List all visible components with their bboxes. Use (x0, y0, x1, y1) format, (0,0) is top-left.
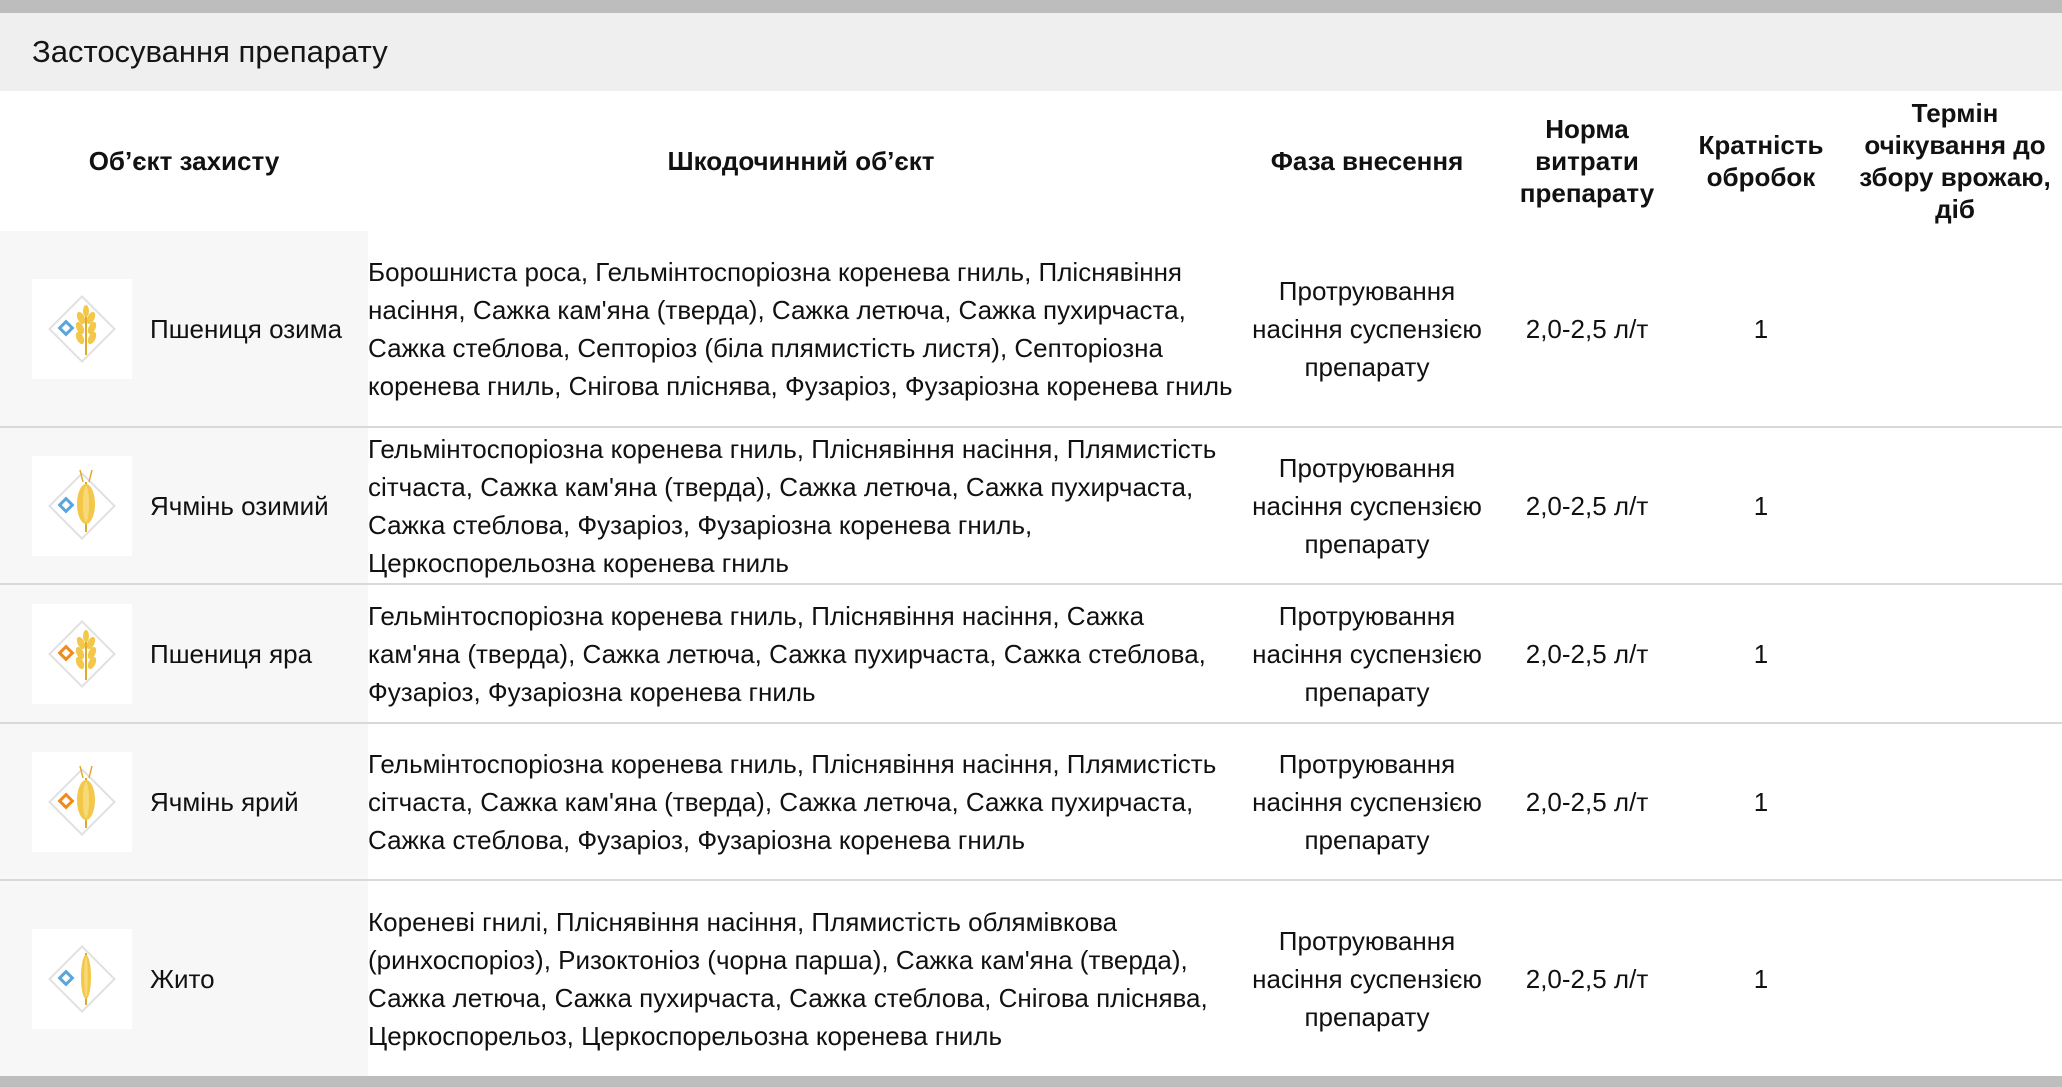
table-header-row (0, 91, 2062, 231)
pests-cell: Гельмінтоспоріозна коренева гниль, Пліснявіння насіння, Плямистість сітчаста, Сажка кам'яна (тверда), Сажка летюча, Сажка пухирчаста, Сажка стеблова, Фузаріоз, Фузаріозна коренева гниль, Церкоспорельозна коренева гниль (368, 427, 1234, 584)
top-divider (0, 0, 2062, 13)
crop-cell (0, 427, 368, 584)
phase-cell: Протруювання насіння суспензією препарату (1234, 231, 1500, 427)
table-row (0, 723, 2062, 880)
crop-name: Ячмінь озимий (150, 490, 329, 521)
treatments-cell: 1 (1674, 584, 1848, 723)
table-row (0, 584, 2062, 723)
table-row (0, 427, 2062, 584)
rate-cell: 2,0-2,5 л/т (1500, 723, 1674, 880)
section-header (0, 13, 2062, 91)
crop-name: Пшениця озима (150, 313, 343, 344)
column-header-waiting: Термін очікування до збору врожаю, діб (1859, 98, 2051, 224)
pests-cell: Кореневі гнилі, Пліснявіння насіння, Плямистість облямівкова (ринхоспоріоз), Ризоктоніоз (чорна парша), Сажка кам'яна (тверда), Сажка летюча, Сажка пухирчаста, Сажка стеблова, Снігова пліснява, Церкоспорельоз, Церкоспорельозна коренева гниль (368, 906, 1208, 1051)
column-header-treatments: Кратність обробок (1698, 130, 1824, 192)
phase-cell: Протруювання насіння суспензією препарату (1234, 584, 1500, 723)
crop-cell (0, 231, 368, 427)
phase-cell: Протруювання насіння суспензією препарату (1234, 723, 1500, 880)
column-header-phase: Фаза внесення (1270, 146, 1464, 176)
column-header-crop: Об’єкт захисту (88, 146, 280, 176)
phase-cell: Протруювання насіння суспензією препарату (1234, 427, 1500, 584)
crop-name: Жито (150, 963, 215, 994)
column-header-rate: Норма витрати препарату (1519, 114, 1655, 208)
rate-cell: 2,0-2,5 л/т (1525, 963, 1649, 994)
pests-cell: Борошниста роса, Гельмінтоспоріозна коренева гниль, Пліснявіння насіння, Сажка кам'яна (тверда), Сажка летюча, Сажка пухирчаста, Сажка стеблова, Септоріоз (біла плямистість листя), Септоріозна коренева гниль, Снігова пліснява, Фузаріоз, Фузаріозна коренева гниль (368, 231, 1234, 427)
waiting-cell (1848, 584, 2062, 723)
spring-wheat-icon (32, 604, 132, 704)
waiting-cell (1848, 880, 2062, 1076)
crop-name: Пшениця яра (150, 638, 313, 669)
usage-table (0, 91, 2062, 1076)
pests-cell: Гельмінтоспоріозна коренева гниль, Пліснявіння насіння, Плямистість сітчаста, Сажка кам'яна (тверда), Сажка летюча, Сажка пухирчаста, Сажка стеблова, Фузаріоз, Фузаріозна коренева гниль (368, 723, 1234, 880)
column-header-pests: Шкодочинний об’єкт (667, 146, 935, 176)
waiting-cell (1848, 231, 2062, 427)
winter-wheat-icon (32, 279, 132, 379)
table-row (0, 231, 2062, 427)
rate-cell: 2,0-2,5 л/т (1500, 231, 1674, 427)
waiting-cell (1848, 427, 2062, 584)
waiting-cell (1848, 723, 2062, 880)
crop-name: Ячмінь ярий (150, 786, 299, 817)
crop-cell (0, 723, 368, 880)
section-title: Застосування препарату (32, 34, 388, 69)
crop-cell (0, 880, 368, 1076)
spring-barley-icon (32, 752, 132, 852)
bottom-divider (0, 1076, 2062, 1087)
treatments-cell: 1 (1674, 231, 1848, 427)
treatments-cell: 1 (1674, 723, 1848, 880)
treatments-cell: 1 (1753, 963, 1769, 994)
pests-cell: Гельмінтоспоріозна коренева гниль, Пліснявіння насіння, Сажка кам'яна (тверда), Сажка летюча, Сажка пухирчаста, Сажка стеблова, Фузаріоз, Фузаріозна коренева гниль (368, 584, 1234, 723)
phase-cell: Протруювання насіння суспензією препарату (1252, 925, 1482, 1032)
crop-cell (0, 584, 368, 723)
winter-barley-icon (32, 456, 132, 556)
rate-cell: 2,0-2,5 л/т (1500, 427, 1674, 584)
table-row (0, 880, 2062, 1076)
treatments-cell: 1 (1674, 427, 1848, 584)
rye-icon (32, 929, 132, 1029)
rate-cell: 2,0-2,5 л/т (1500, 584, 1674, 723)
